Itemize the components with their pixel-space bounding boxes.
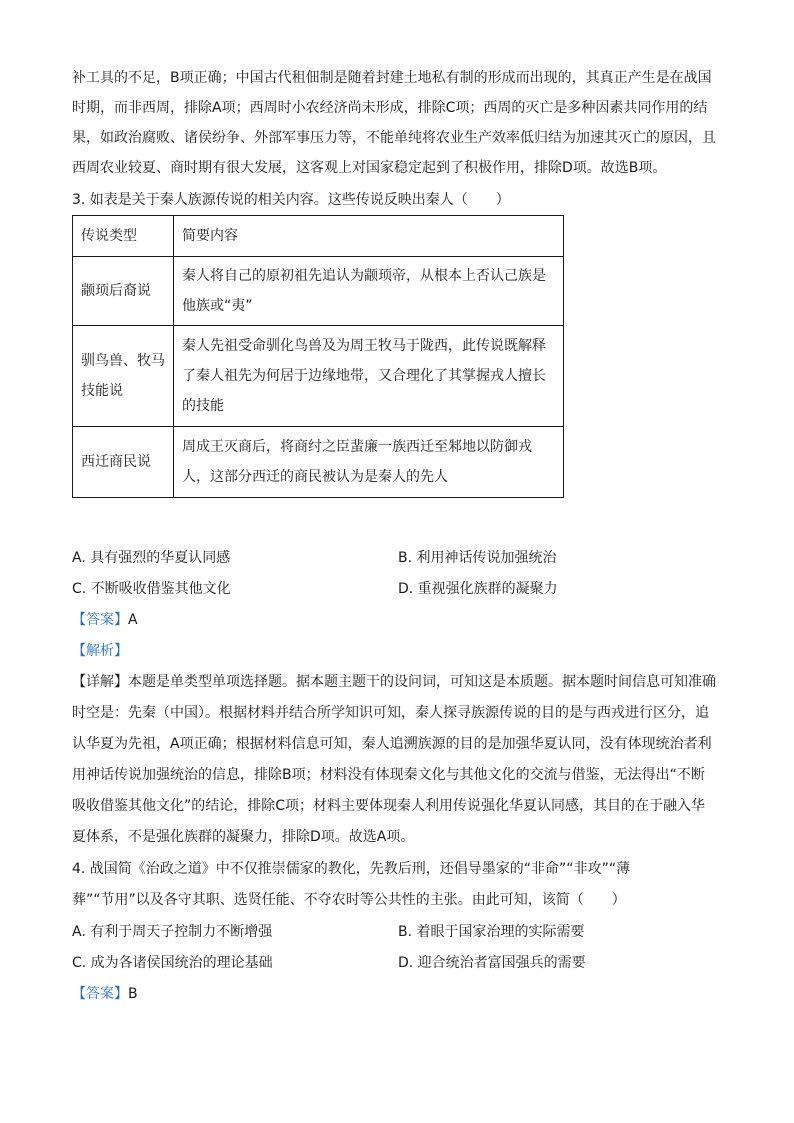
question-4-stem: 葬”“节用”以及各守其职、选贤任能、不夺农时等公共性的主张。由此可知，该简（ ）: [72, 892, 626, 908]
table-cell-type: [73, 257, 174, 326]
cell-line: 颛顼后裔说: [81, 283, 151, 299]
table-cell-content: [174, 257, 564, 326]
table-header-content: 简要内容: [174, 216, 564, 257]
cell-line: 秦人将自己的原初祖先追认为颛顼帝，从根本上否认己族是: [182, 268, 546, 284]
detail-line: 认华夏为先祖，A项正确；根据材料信息可知，秦人追溯族源的目的是加强华夏认同，没有体现统治者利: [72, 736, 712, 752]
question-4-stem: 4. 战国简《治政之道》中不仅推崇儒家的教化，先教后刑，还倡导墨家的“非命”“非攻”“薄: [72, 861, 631, 877]
q4-option-a: A. 有利于周天子控制力不断增强: [72, 924, 273, 940]
table-cell-content: [174, 427, 564, 498]
cell-line: 他族或“夷”: [182, 298, 253, 314]
analysis-label: 【解析】: [72, 643, 128, 659]
detail-line: 【详解】本题是单类型单项选择题。据本题主题干的设问词，可知这是本质题。据本题时间信息可知准确: [72, 674, 716, 690]
intro-line: 时期，而非西周，排除A项；西周时小农经济尚未形成，排除C项；西周的灭亡是多种因素共同作用的结: [72, 100, 708, 116]
detail-line: 吸收借鉴其他文化”的结论，排除C项；材料主要体现秦人利用传说强化华夏认同感，其目的在于融入华: [72, 798, 706, 814]
q4-option-d: D. 迎合统治者富国强兵的需要: [398, 955, 586, 971]
cell-line: 周成王灭商后，将商纣之臣蜚廉一族西迁至邾地以防御戎: [182, 439, 532, 455]
intro-line: 补工具的不足，B项正确；中国古代租佃制是随着封建土地私有制的形成而出现的，其真正产生是在战国: [72, 70, 712, 86]
cell-line: 驯鸟兽、牧马: [81, 353, 165, 369]
q3-option-b: B. 利用神话传说加强统治: [398, 550, 557, 566]
q3-option-c: C. 不断吸收借鉴其他文化: [72, 581, 231, 597]
cell-line: 了秦人祖先为何居于边缘地带，又合理化了其掌握戎人擅长: [182, 368, 546, 384]
intro-line: 西周农业较夏、商时期有很大发展，这客观上对国家稳定起到了积极作用，排除D项。故选B项。: [72, 160, 667, 176]
q3-answer: [72, 610, 138, 630]
cell-line: 西迁商民说: [81, 454, 151, 470]
q3-analysis-label: [72, 641, 128, 661]
table-row: [73, 326, 564, 427]
detail-line: 用神话传说加强统治的信息，排除B项；材料没有体现秦文化与其他文化的交流与借鉴，无法得出“不断: [72, 767, 705, 783]
origin-legend-table: [72, 215, 564, 498]
table-cell-type: [73, 427, 174, 498]
q4-answer: [72, 984, 138, 1004]
detail-line: 夏体系，不是强化族群的凝聚力，排除D项。故选A项。: [72, 829, 415, 845]
cell-line: 秦人先祖受命驯化鸟兽及为周王牧马于陇西，此传说既解释: [182, 338, 546, 354]
table-row: [73, 257, 564, 326]
cell-line: 的技能: [182, 398, 224, 414]
answer-value: B: [128, 986, 138, 1002]
question-3-stem: 3. 如表是关于秦人族源传说的相关内容。这些传说反映出秦人（ ）: [72, 192, 510, 208]
detail-line: 时空是：先秦（中国）。根据材料并结合所学知识可知，秦人探寻族源传说的目的是与西戎进行区分，追: [72, 705, 709, 721]
q4-option-b: B. 着眼于国家治理的实际需要: [398, 924, 585, 940]
table-cell-type: [73, 326, 174, 427]
q3-option-a: A. 具有强烈的华夏认同感: [72, 550, 231, 566]
table-header-type: 传说类型: [73, 216, 174, 257]
table-header-row: [73, 216, 564, 257]
answer-value: A: [128, 612, 138, 628]
cell-line: 技能说: [81, 383, 123, 399]
answer-label: 【答案】: [72, 612, 128, 628]
intro-line: 果，如政治腐败、诸侯纷争、外部军事压力等，不能单纯将农业生产效率低归结为加速其灭亡的原因，且: [72, 130, 716, 146]
table-row: [73, 427, 564, 498]
answer-label: 【答案】: [72, 986, 128, 1002]
cell-line: 人，这部分西迁的商民被认为是秦人的先人: [182, 469, 448, 485]
table-cell-content: [174, 326, 564, 427]
q4-option-c: C. 成为各诸侯国统治的理论基础: [72, 955, 273, 971]
q3-option-d: D. 重视强化族群的凝聚力: [398, 581, 558, 597]
